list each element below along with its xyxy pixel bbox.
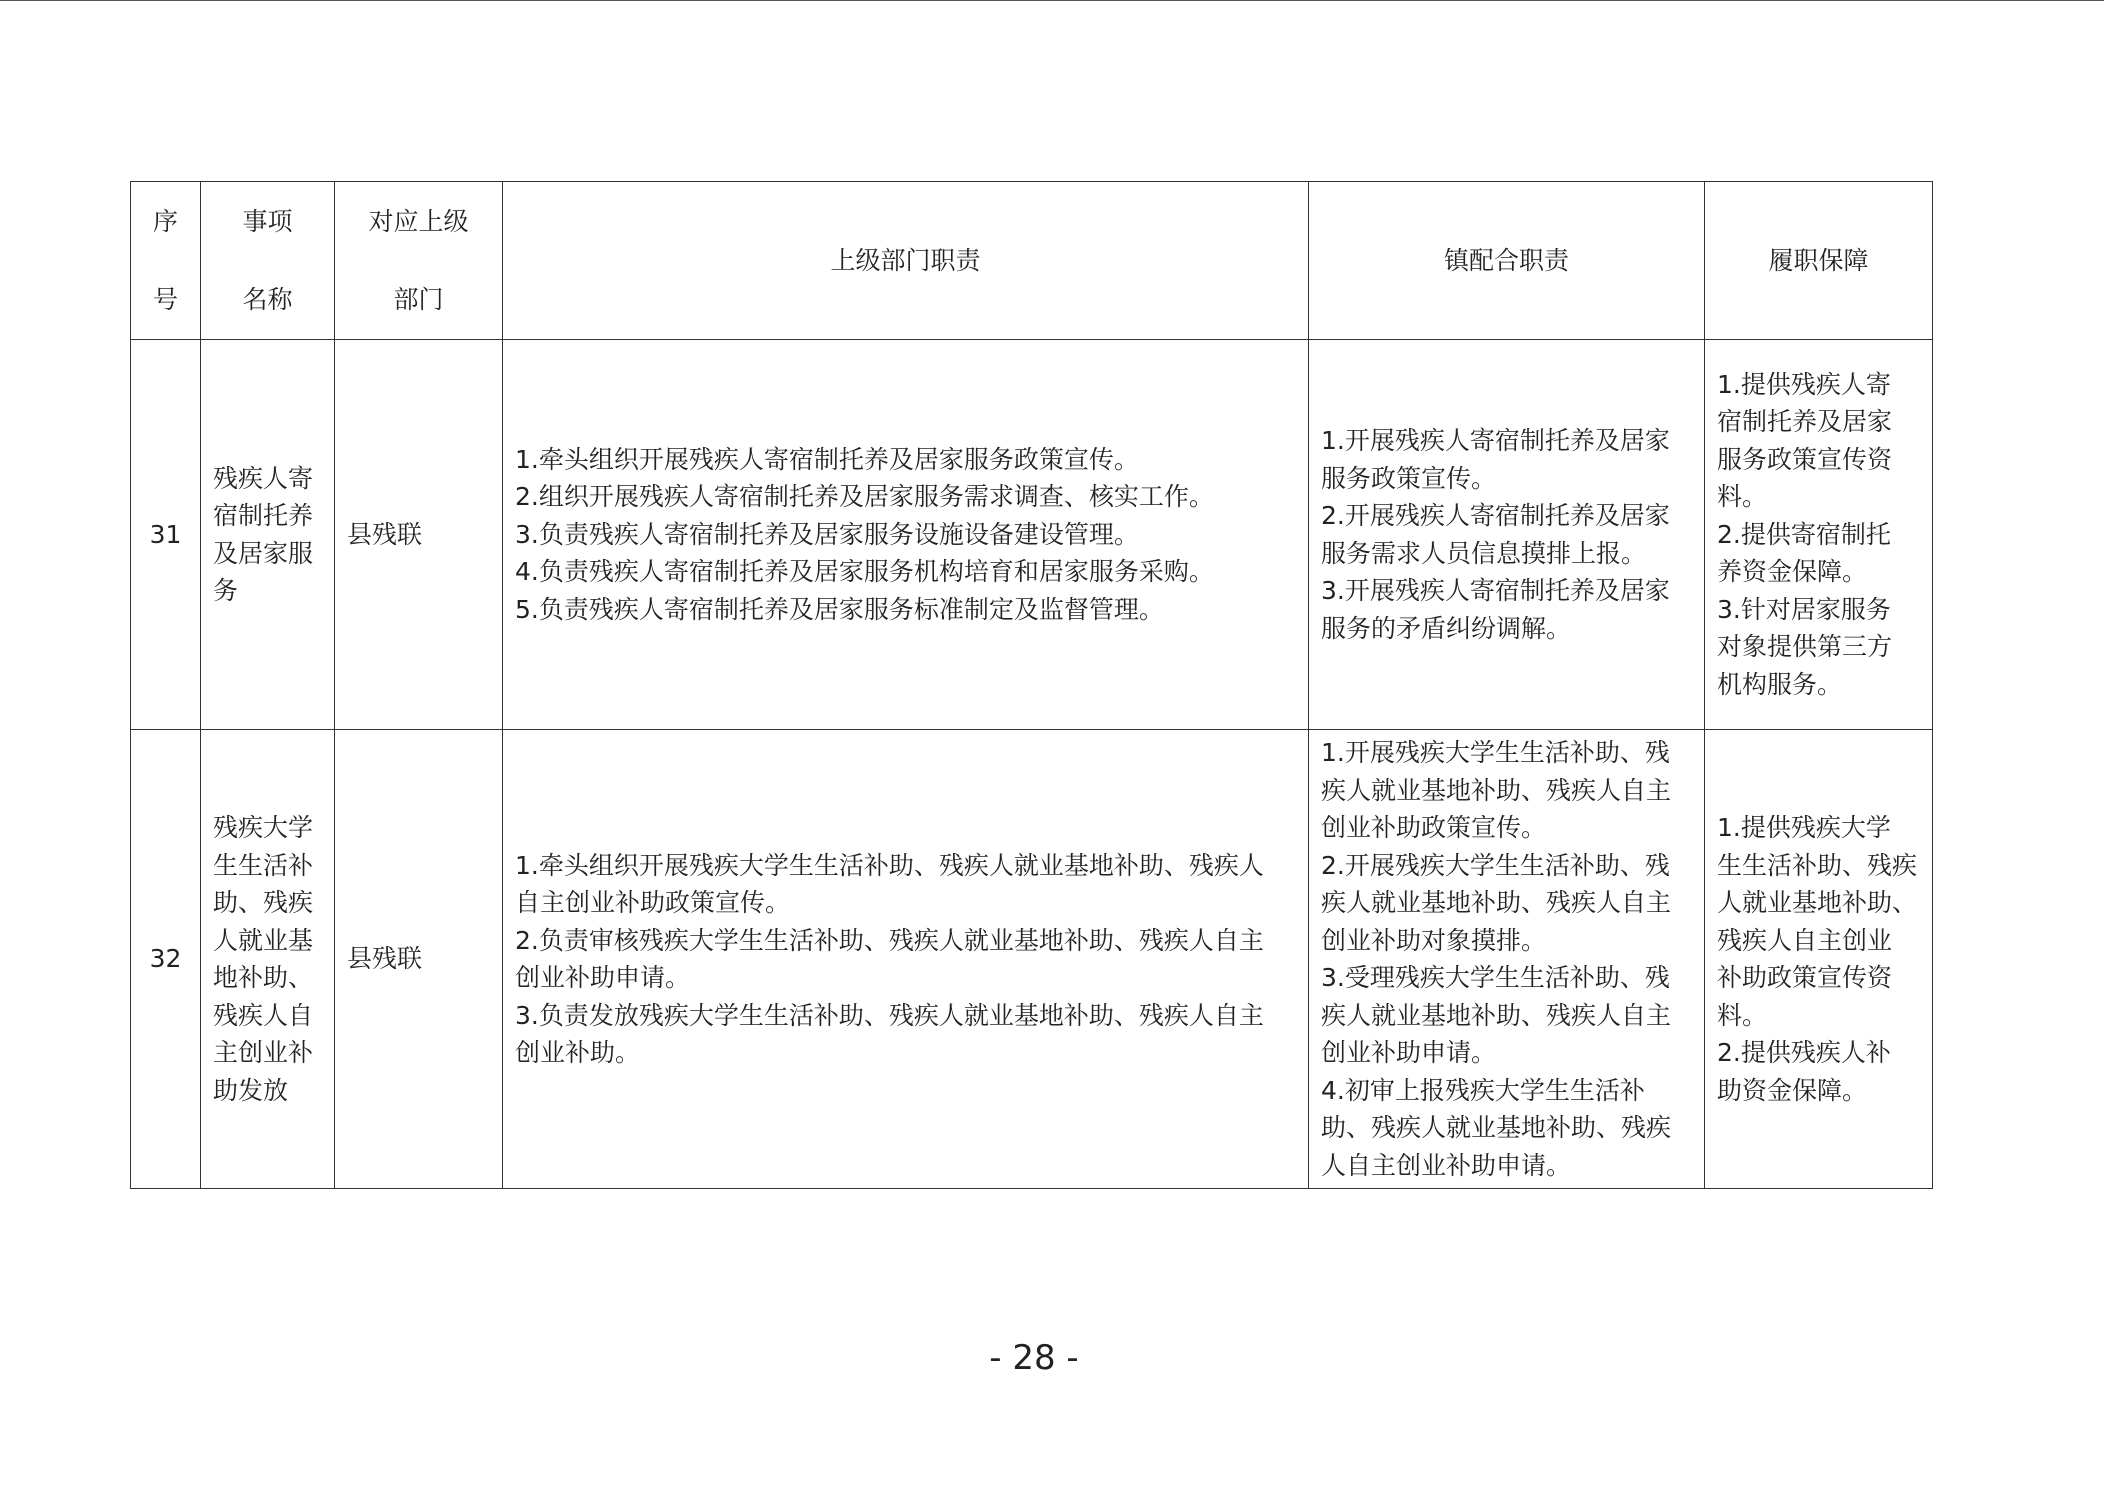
guarantee-line: 1.提供残疾人寄: [1717, 369, 1891, 399]
town-duties: [1309, 730, 1705, 1189]
header-town-duties: 镇配合职责: [1309, 182, 1705, 340]
guarantee-line: 对象提供第三方: [1717, 632, 1893, 662]
duty-table: [130, 181, 1933, 1189]
header-seq: [131, 182, 201, 340]
town-duty-line: 3.开展残疾人寄宿制托养及居家: [1321, 576, 1670, 605]
superior-dept: 县残联: [335, 340, 503, 730]
guarantee-line: 料。: [1717, 482, 1768, 512]
duty-line: 5.负责残疾人寄宿制托养及居家服务标准制定及监督管理。: [515, 594, 1164, 624]
guarantee-line: 1.提供残疾大学: [1717, 813, 1891, 842]
town-duty-line: 3.受理残疾大学生生活补助、残: [1321, 963, 1670, 992]
header-dept-line-2: 部门: [393, 285, 444, 314]
town-duty-line: 助、残疾人就业基地补助、残疾: [1321, 1113, 1672, 1142]
guarantee-line: 2.提供残疾人补: [1717, 1038, 1891, 1067]
town-duty-line: 服务政策宣传。: [1321, 463, 1497, 493]
header-seq-line-2: 号: [152, 285, 178, 314]
guarantee: [1705, 730, 1933, 1189]
item-name-line: 主创业补: [213, 1038, 314, 1067]
table-row: [131, 730, 1933, 1189]
duty-line: 自主创业补助政策宣传。: [515, 888, 791, 917]
town-duties: [1309, 340, 1705, 730]
item-name: [201, 730, 335, 1189]
town-duty-line: 1.开展残疾大学生生活补助、残: [1321, 738, 1670, 767]
town-duty-line: 疾人就业基地补助、残疾人自主: [1321, 1000, 1672, 1030]
guarantee-line: 服务政策宣传资: [1717, 444, 1893, 474]
header-dept-line-1: 对应上级: [368, 207, 469, 236]
item-name-line: 宿制托养: [213, 501, 314, 530]
item-name-line: 地补助、: [213, 963, 314, 992]
item-name-line: 人就业基: [213, 925, 314, 955]
item-name-line: 务: [213, 576, 239, 605]
table-row: [131, 340, 1933, 730]
guarantee-line: 宿制托养及居家: [1717, 407, 1893, 437]
town-duty-line: 服务的矛盾纠纷调解。: [1321, 613, 1572, 643]
superior-duties: [503, 340, 1309, 730]
town-duty-line: 创业补助政策宣传。: [1321, 813, 1547, 842]
duty-line: 3.负责残疾人寄宿制托养及居家服务设施设备建设管理。: [515, 519, 1139, 549]
guarantee-line: 人就业基地补助、: [1717, 888, 1918, 917]
town-duty-line: 疾人就业基地补助、残疾人自主: [1321, 775, 1672, 805]
item-name-line: 及居家服: [213, 538, 314, 568]
table-header-row: [131, 182, 1933, 340]
town-duty-line: 2.开展残疾大学生生活补助、残: [1321, 850, 1670, 880]
guarantee-line: 残疾人自主创业: [1717, 925, 1893, 955]
guarantee-line: 补助政策宣传资: [1717, 963, 1893, 992]
superior-dept: 县残联: [335, 730, 503, 1189]
town-duty-line: 创业补助申请。: [1321, 1038, 1497, 1067]
row-number: 31: [131, 340, 201, 730]
duty-line: 2.组织开展残疾人寄宿制托养及居家服务需求调查、核实工作。: [515, 482, 1214, 512]
item-name: [201, 340, 335, 730]
town-duty-line: 疾人就业基地补助、残疾人自主: [1321, 888, 1672, 917]
item-name-line: 残疾人自: [213, 1000, 314, 1030]
guarantee: [1705, 340, 1933, 730]
duty-line: 3.负责发放残疾大学生生活补助、残疾人就业基地补助、残疾人自主: [515, 1000, 1264, 1030]
duty-line: 创业补助申请。: [515, 963, 691, 992]
guarantee-line: 2.提供寄宿制托: [1717, 519, 1891, 549]
item-name-line: 残疾大学: [213, 813, 314, 842]
town-duty-line: 1.开展残疾人寄宿制托养及居家: [1321, 426, 1670, 455]
duty-line: 1.牵头组织开展残疾大学生生活补助、残疾人就业基地补助、残疾人: [515, 850, 1264, 880]
duty-line: 1.牵头组织开展残疾人寄宿制托养及居家服务政策宣传。: [515, 444, 1139, 474]
header-item-name: [201, 182, 335, 340]
top-border-line: [0, 0, 2104, 1]
item-name-line: 助、残疾: [213, 888, 314, 917]
duty-line: 创业补助。: [515, 1038, 641, 1067]
duty-line: 4.负责残疾人寄宿制托养及居家服务机构培育和居家服务采购。: [515, 557, 1214, 587]
guarantee-line: 生生活补助、残疾: [1717, 850, 1918, 880]
town-duty-line: 服务需求人员信息摸排上报。: [1321, 538, 1647, 568]
item-name-line: 生生活补: [213, 850, 314, 880]
guarantee-line: 助资金保障。: [1717, 1075, 1868, 1105]
header-superior-dept: [335, 182, 503, 340]
row-number: 32: [131, 730, 201, 1189]
guarantee-line: 3.针对居家服务: [1717, 594, 1891, 624]
duty-line: 2.负责审核残疾大学生生活补助、残疾人就业基地补助、残疾人自主: [515, 925, 1264, 955]
header-item-line-2: 名称: [242, 285, 293, 314]
header-guarantee: 履职保障: [1705, 182, 1933, 340]
page-number: - 28 -: [989, 1338, 1079, 1378]
town-duty-line: 创业补助对象摸排。: [1321, 925, 1547, 955]
item-name-line: 助发放: [213, 1075, 289, 1105]
guarantee-line: 养资金保障。: [1717, 557, 1868, 587]
town-duty-line: 人自主创业补助申请。: [1321, 1150, 1572, 1180]
header-seq-line-1: 序: [152, 207, 178, 236]
header-item-line-1: 事项: [242, 207, 293, 236]
header-superior-duties: 上级部门职责: [503, 182, 1309, 340]
item-name-line: 残疾人寄: [213, 463, 314, 493]
superior-duties: [503, 730, 1309, 1189]
town-duty-line: 4.初审上报残疾大学生生活补: [1321, 1075, 1645, 1105]
guarantee-line: 机构服务。: [1717, 669, 1843, 699]
guarantee-line: 料。: [1717, 1000, 1768, 1030]
town-duty-line: 2.开展残疾人寄宿制托养及居家: [1321, 501, 1670, 530]
